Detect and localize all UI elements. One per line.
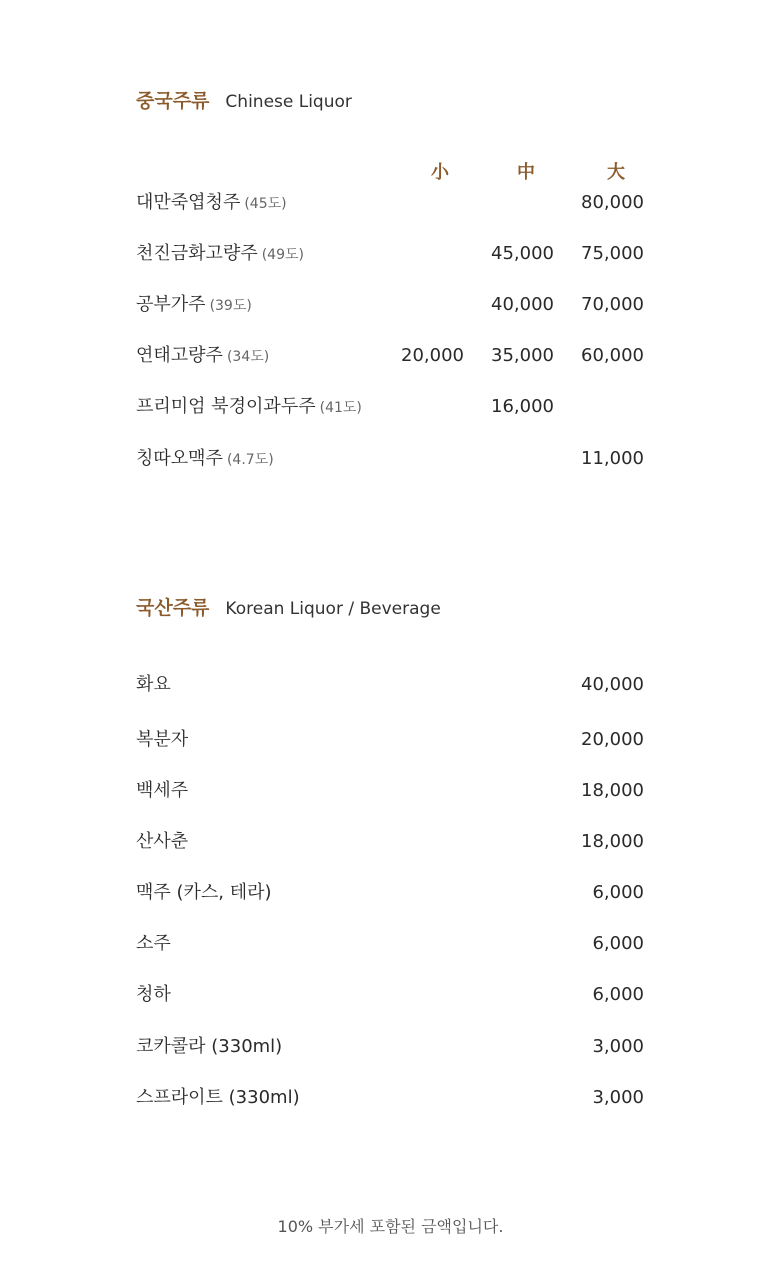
item-name: 복분자 (136, 729, 189, 750)
chinese-liquor-title-ko: 중국주류 (136, 90, 210, 112)
chinese-liquor-row (0, 391, 781, 423)
korean-liquor-row (0, 775, 781, 807)
item-name: 연태고량주 (34도) (136, 345, 270, 366)
item-price: 6,000 (592, 984, 644, 1005)
size-label-small: 小 (431, 162, 449, 183)
size-label-large: 大 (607, 162, 625, 183)
item-abv: (41도) (319, 400, 362, 416)
item-price: 6,000 (592, 882, 644, 903)
vat-included-note: 10% 부가세 포함된 금액입니다. (277, 1217, 504, 1236)
size-label-medium: 中 (517, 162, 535, 183)
item-name: 공부가주 (39도) (136, 294, 252, 315)
korean-liquor-row (0, 877, 781, 909)
item-name: 코카콜라 (330ml) (136, 1036, 283, 1057)
item-abv: (45도) (244, 196, 287, 212)
chinese-liquor-row (0, 289, 781, 321)
korean-liquor-row (0, 669, 781, 701)
item-name: 청하 (136, 984, 171, 1005)
price-medium: 40,000 (491, 294, 554, 315)
item-name: 칭따오맥주 (4.7도) (136, 448, 274, 469)
item-abv: (49도) (261, 247, 304, 263)
item-price: 6,000 (592, 933, 644, 954)
price-medium: 35,000 (491, 345, 554, 366)
korean-liquor-row (0, 1082, 781, 1114)
chinese-liquor-row (0, 238, 781, 270)
korean-liquor-title-ko: 국산주류 (136, 597, 210, 619)
price-large: 75,000 (581, 243, 644, 264)
item-name: 백세주 (136, 780, 189, 801)
chinese-liquor-heading (136, 86, 352, 116)
chinese-liquor-row (0, 443, 781, 475)
price-large: 11,000 (581, 448, 644, 469)
korean-liquor-heading (136, 593, 441, 623)
item-name: 산사춘 (136, 831, 189, 852)
korean-liquor-row (0, 724, 781, 756)
korean-liquor-row (0, 1031, 781, 1063)
item-name: 대만죽엽청주 (45도) (136, 192, 287, 213)
korean-liquor-title-en: Korean Liquor / Beverage (225, 599, 441, 619)
price-medium: 16,000 (491, 396, 554, 417)
item-name: 천진금화고량주 (49도) (136, 243, 304, 264)
item-price: 3,000 (592, 1036, 644, 1057)
price-medium: 45,000 (491, 243, 554, 264)
korean-liquor-row (0, 928, 781, 960)
item-abv: (34도) (226, 349, 270, 365)
item-price: 40,000 (581, 674, 644, 695)
item-price: 18,000 (581, 780, 644, 801)
item-abv: (4.7도) (226, 452, 274, 468)
item-name: 프리미엄 북경이과두주 (41도) (136, 396, 362, 417)
korean-liquor-row (0, 979, 781, 1011)
korean-liquor-row (0, 826, 781, 858)
chinese-liquor-title-en: Chinese Liquor (225, 92, 352, 112)
item-name: 화요 (136, 674, 171, 695)
item-name: 맥주 (카스, 테라) (136, 882, 272, 903)
item-price: 3,000 (592, 1087, 644, 1108)
item-abv: (39도) (209, 298, 252, 314)
price-large: 80,000 (581, 192, 644, 213)
price-large: 60,000 (581, 345, 644, 366)
price-large: 70,000 (581, 294, 644, 315)
chinese-liquor-row (0, 340, 781, 372)
item-price: 18,000 (581, 831, 644, 852)
item-price: 20,000 (581, 729, 644, 750)
item-name: 스프라이트 (330ml) (136, 1087, 300, 1108)
price-small: 20,000 (401, 345, 464, 366)
chinese-liquor-row (0, 187, 781, 219)
item-name: 소주 (136, 933, 171, 954)
